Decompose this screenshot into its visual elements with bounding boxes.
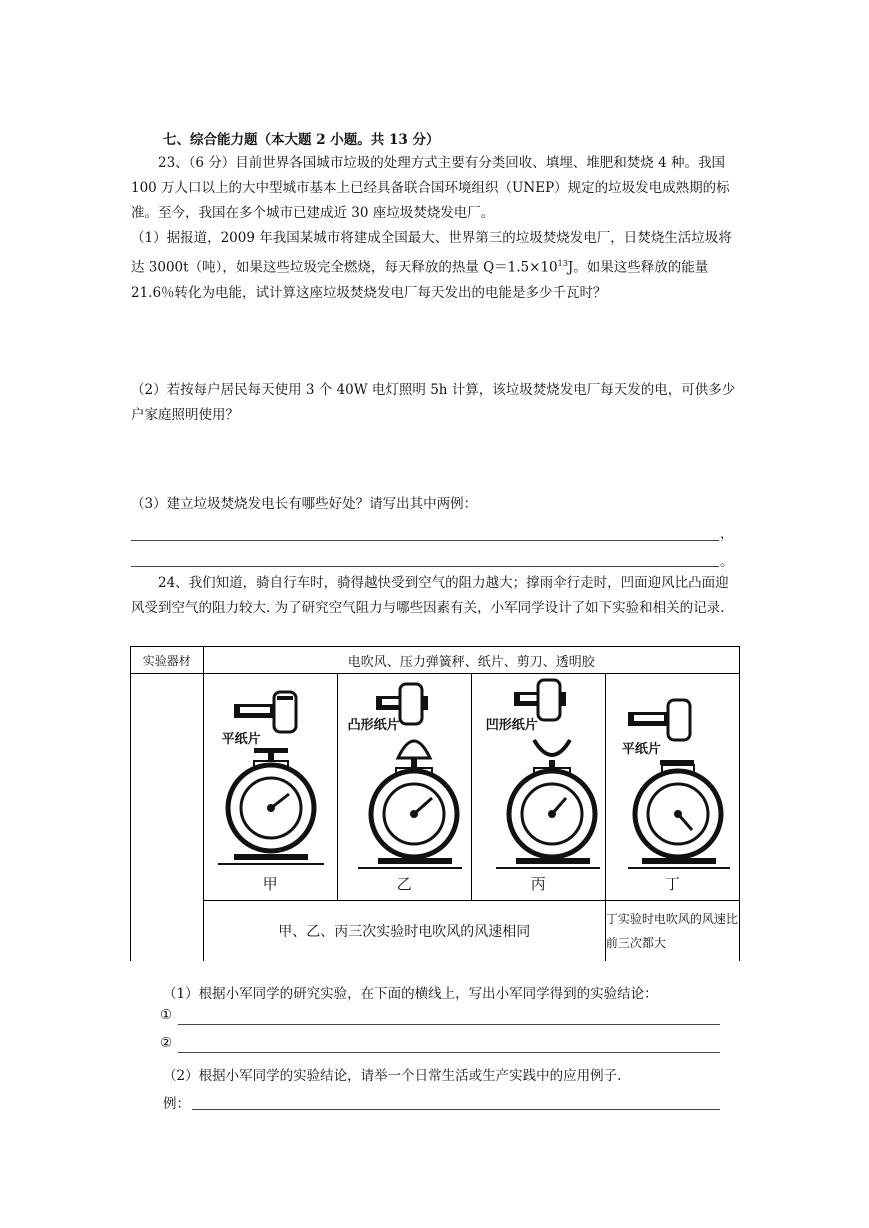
answer-comma: ，: [720, 526, 734, 542]
experiment-table: [130, 646, 740, 961]
q23-part3: （3）建立垃圾焚烧发电长有哪些好处？请写出其中两例：: [131, 496, 478, 512]
answer-line-2[interactable]: [131, 566, 719, 567]
q24-intro: 24、我们知道，骑自行车时，骑得越快受到空气的阻力越大；撑雨伞行走时，凹面迎风比凸面迎风受到空气的阻力较大. 为了研究空气阻力与哪些因素有关，小军同学设计了如下实验和相关的记录.: [131, 575, 729, 616]
caption-yi: 乙: [396, 875, 412, 893]
note-same-speed: 甲、乙、丙三次实验时电吹风的风速相同: [203, 901, 605, 962]
paper-label-bing: 凹形纸片: [485, 718, 538, 733]
note-faster-speed: 丁实验时电吹风的风速比前三次都大: [605, 901, 739, 962]
caption-jia: 甲: [262, 875, 278, 893]
caption-ding: 丁: [664, 875, 680, 893]
caption-bing: 丙: [530, 875, 546, 893]
materials-list: 电吹风、压力弹簧秤、纸片、剪刀、透明胶: [203, 647, 739, 674]
paper-label-jia: 平纸片: [221, 732, 261, 747]
answer-line-1[interactable]: [131, 540, 719, 541]
empty-label-cell: [131, 674, 204, 962]
conclusion-line-1[interactable]: [178, 1024, 720, 1025]
example-line[interactable]: [192, 1109, 720, 1110]
figure-yi: [337, 674, 471, 901]
q23-intro: 23、（6 分）目前世界各国城市垃圾的处理方式主要有分类回收、填埋、堆肥和焚烧 4 种。我国 100 万人口以上的大中型城市基本上已经具备联合国环境组织（UNEP）规定的垃圾发电成熟期的标准。至今，我国在多个城市已建成近 30 座垃圾焚烧发电厂。: [131, 155, 730, 221]
conclusion-line-2[interactable]: [178, 1052, 720, 1053]
scale-convex-icon: [338, 674, 472, 900]
section-heading: 七、综合能力题（本大题 2 小题。共 13 分）: [163, 132, 440, 148]
example-label: 例：: [163, 1096, 190, 1112]
figure-jia: [203, 674, 337, 901]
figure-ding: [605, 674, 739, 901]
paper-label-ding: 平纸片: [621, 742, 661, 757]
conclusion-mark-2: ②: [160, 1035, 173, 1051]
conclusion-mark-1: ①: [160, 1007, 173, 1023]
answer-period: 。: [720, 554, 734, 570]
materials-label: 实验器材: [131, 647, 204, 674]
q24-part1: （1）根据小军同学的研究实验，在下面的横线上，写出小军同学得到的实验结论：: [163, 986, 658, 1002]
q23-part2: （2）若按每户居民每天使用 3 个 40W 电灯照明 5h 计算，该垃圾焚烧发电厂每天发的电，可供多少户家庭照明使用？: [131, 382, 736, 423]
scale-flat-icon: [204, 674, 338, 900]
scale-concave-icon: [472, 674, 606, 900]
paper-label-yi: 凸形纸片: [347, 718, 400, 733]
q23-part1: （1）据报道，2009 年我国某城市将建成全国最大、世界第三的垃圾焚烧发电厂，日焚烧生活垃圾将达 3000t（吨），如果这些垃圾完全燃烧，每天释放的热量 $Q=1.5\times 10^{13}J$。如果这些释放的能量 21.6％转化为电能，试计算这座垃圾焚烧发电厂每天发出的电能是多少千瓦时？: [131, 230, 732, 301]
figure-bing: [471, 674, 605, 901]
q24-part2: （2）根据小军同学的实验结论，请举一个日常生活或生产实践中的应用例子.: [163, 1068, 622, 1084]
scale-flat-fast-icon: [606, 674, 740, 900]
